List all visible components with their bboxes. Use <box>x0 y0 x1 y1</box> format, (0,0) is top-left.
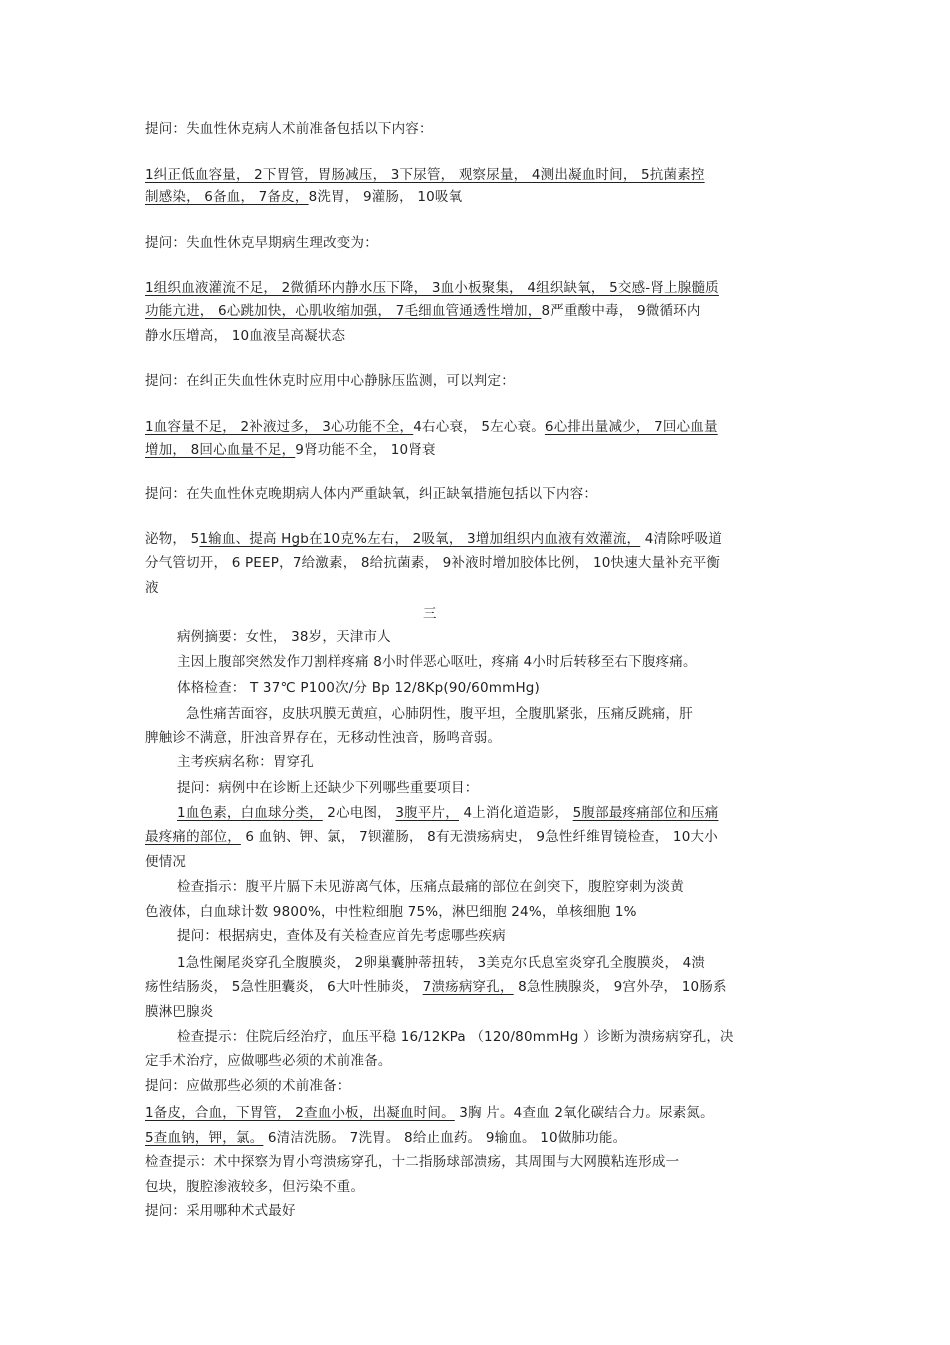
answer-text: 2心电图， <box>322 805 396 821</box>
answer-text: 6清洁洗肠。 7洗胃。 8给止血药。 9输血。 10做肺功能。 <box>263 1130 627 1146</box>
question-1: 提问：失血性休克病人术前准备包括以下内容： <box>145 121 433 137</box>
hint-1-line-1: 检查指示：腹平片膈下未见游离气体，压痛点最痛的部位在剑突下，腹腔穿刺为淡黄 <box>177 879 684 895</box>
section-number: 三 <box>423 606 437 622</box>
answer-5-line-1 <box>177 803 718 823</box>
underlined-answer: 制感染， 6备血， 7备皮， <box>145 189 309 205</box>
answer-text: 8急性胰腺炎， 9宫外孕， 10肠系 <box>513 979 727 995</box>
underlined-answer: 6心排出量减少， 7回心血量 <box>544 419 718 435</box>
answer-text: 9肾功能不全， 10肾衰 <box>295 442 436 458</box>
physical-exam: 体格检查： T 37℃ P100次/分 Bp 12/8Kp(90/60mmHg) <box>177 680 541 696</box>
answer-4-line-3: 液 <box>145 580 159 596</box>
answer-1-line-1 <box>145 165 705 185</box>
hint-1-line-2: 色液体，白血球计数 9800%，中性粒细胞 75%，淋巴细胞 24%，单核细胞 1% <box>145 904 637 920</box>
answer-7-line-1 <box>145 1103 714 1123</box>
underlined-answer: 7溃疡病穿孔， <box>422 979 514 995</box>
answer-2-line-3: 静水压增高， 10血液呈高凝状态 <box>145 328 346 344</box>
question-3: 提问：在纠正失血性休克时应用中心静脉压监测，可以判定： <box>145 373 515 389</box>
answer-text: 4清除呼吸道 <box>640 531 723 547</box>
hint-3-line-2: 包块，腹腔渗液较多，但污染不重。 <box>145 1179 365 1195</box>
answer-text: 8严重酸中毒， 9微循环内 <box>541 303 701 319</box>
question-6: 提问：根据病史，查体及有关检查应首先考虑哪些疾病 <box>177 928 506 944</box>
answer-4-line-2: 分气管切开， 6 PEEP，7给激素， 8给抗菌素， 9补液时增加胶体比例， 10快速大量补充平衡 <box>145 555 721 571</box>
answer-2-line-2 <box>145 301 701 321</box>
hint-3-line-1: 检查提示：术中探察为胃小弯溃疡穿孔，十二指肠球部溃疡，其周围与大网膜粘连形成一 <box>145 1154 680 1170</box>
underlined-answer: 1备皮，合血，下胃管， 2查血小板，出凝血时间。 <box>145 1105 455 1121</box>
answer-text: 8洗胃， 9灌肠， 10吸氧 <box>308 189 463 205</box>
answer-2-line-1 <box>145 278 719 298</box>
question-5: 提问：病例中在诊断上还缺少下列哪些重要项目： <box>177 780 479 796</box>
question-8: 提问：采用哪种术式最好 <box>145 1203 296 1219</box>
underlined-answer: 1组织血液灌流不足， 2微循环内静水压下降， 3血小板聚集， 4组织缺氧， 5交感-肾上腺髓质 <box>145 280 719 296</box>
hint-2-line-1: 检查提示：住院后经治疗，血压平稳 16/12KPa （120/80mmHg ）诊断为溃疡病穿孔，决 <box>177 1029 734 1045</box>
answer-text: 3胸 片。4查血 2氧化碳结合力。尿素氮。 <box>454 1105 714 1121</box>
hint-2-line-2: 定手术治疗，应做哪些必须的术前准备。 <box>145 1053 392 1069</box>
answer-3-line-1 <box>145 417 718 437</box>
answer-7-line-2 <box>145 1128 626 1148</box>
answer-text: 疡性结肠炎， 5急性胆囊炎， 6大叶性肺炎， <box>145 979 423 995</box>
question-4: 提问：在失血性休克晚期病人体内严重缺氧，纠正缺氧措施包括以下内容： <box>145 486 598 502</box>
underlined-answer: 3腹平片， <box>395 805 459 821</box>
underlined-answer: 1纠正低血容量， 2下胃管，胃肠减压， 3下尿管， 观察尿量， 4测出凝血时间， 5抗菌素控 <box>145 167 705 183</box>
answer-text: 4右心衰， 5左心衰。 <box>413 419 545 435</box>
exam-findings-line-1: 急性痛苦面容，皮肤巩膜无黄疸，心肺阴性，腹平坦，全腹肌紧张，压痛反跳痛，肝 <box>186 706 693 722</box>
answer-text: 6 血钠、钾、氯， 7钡灌肠， 8有无溃疡病史， 9急性纤维胃镜检查， 10大小 <box>240 829 718 845</box>
question-2: 提问：失血性休克早期病生理改变为： <box>145 235 378 251</box>
chief-complaint: 主因上腹部突然发作刀割样疼痛 8小时伴恶心呕吐，疼痛 4小时后转移至右下腹疼痛。 <box>177 654 697 670</box>
underlined-answer: 最疼痛的部位， <box>145 829 241 845</box>
answer-6-line-3: 膜淋巴腺炎 <box>145 1004 214 1020</box>
underlined-answer: 1输血、提高 Hgb在10克%左右， 2吸氧， 3增加组织内血液有效灌流， <box>199 531 641 547</box>
case-summary: 病例摘要：女性， 38岁，天津市人 <box>177 629 391 645</box>
underlined-answer: 1血容量不足， 2补液过多， 3心功能不全， <box>145 419 414 435</box>
answer-3-line-2 <box>145 440 436 460</box>
answer-6-line-1: 1急性阑尾炎穿孔全腹膜炎， 2卵巢囊肿蒂扭转， 3美克尔氏息室炎穿孔全腹膜炎， 4溃 <box>177 955 706 971</box>
underlined-answer: 功能亢进， 6心跳加快，心肌收缩加强， 7毛细血管通透性增加， <box>145 303 542 319</box>
underlined-answer: 5查血钠，钾，氯。 <box>145 1130 264 1146</box>
underlined-answer: 增加， 8回心血量不足， <box>145 442 296 458</box>
answer-4-line-1 <box>145 529 722 549</box>
answer-5-line-2 <box>145 827 718 847</box>
question-7: 提问：应做那些必须的术前准备： <box>145 1078 351 1094</box>
answer-text: 泌物， 5 <box>145 531 200 547</box>
answer-6-line-2 <box>145 977 727 997</box>
answer-1-line-2 <box>145 187 462 207</box>
disease-name: 主考疾病名称：胃穿孔 <box>177 754 314 770</box>
underlined-answer: 5腹部最疼痛部位和压痛 <box>572 805 719 821</box>
exam-findings-line-2: 脾触诊不满意，肝浊音界存在，无移动性浊音，肠鸣音弱。 <box>145 730 502 746</box>
underlined-answer: 1血色素，白血球分类， <box>177 805 323 821</box>
answer-text: 4上消化道造影， <box>458 805 573 821</box>
answer-5-line-3: 便情况 <box>145 854 187 870</box>
